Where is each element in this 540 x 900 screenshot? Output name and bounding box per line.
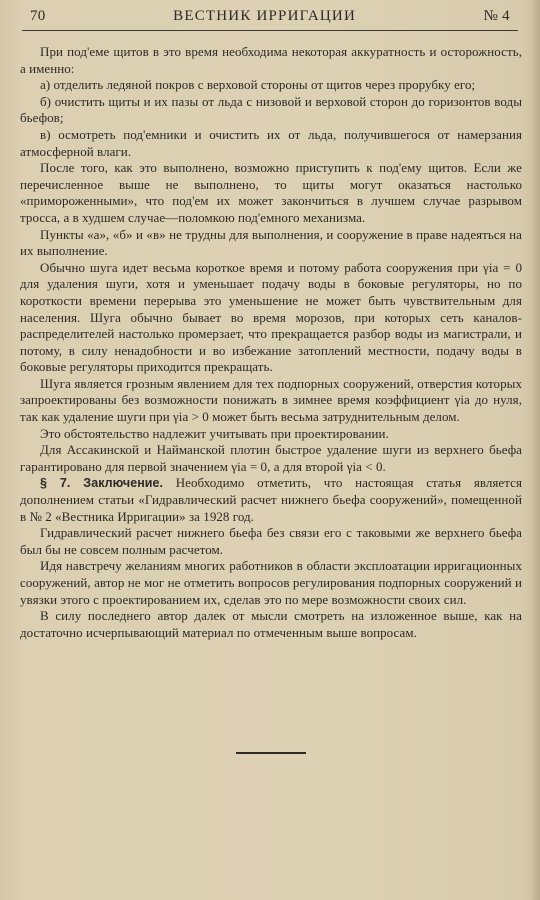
paragraph: Гидравлический расчет нижнего бьефа без связи его с таковыми же верхнего бьефа был бы не совсем полным расчетом. <box>20 525 522 557</box>
paragraph: Обычно шуга идет весьма короткое время и потому работа сооружения при γia = 0 для удаления шуги, хотя и уменьшает подачу воды в боковые регуляторы, но по короткости времени перерыва это уменьшение не может быть чувствительным для населения. Шуга обычно бывает во время морозов, при которых сеть каналов-распределителей настолько промерзает, что прекращается разбор воды из магистрали, и потому, в силу ненадобности и во избежание затоплений местности, подачу воды в боковые регуляторы приходится прекращать. <box>20 259 522 375</box>
list-item: б) очистить щиты и их пазы от льда с низовой и верховой сторон до горизонтов воды бьефов; <box>20 93 522 126</box>
article-body <box>20 44 522 641</box>
journal-title: ВЕСТНИК ИРРИГАЦИИ <box>173 8 356 24</box>
list-item: а) отделить ледяной покров с верховой стороны от щитов через прорубку его; <box>40 77 476 93</box>
paragraph: После того, как это выполнено, возможно приступить к под'ему щитов. Если же перечисленное выше не выполнено, то щиты могут оказаться настолько «примороженными», что под'ем их может закончиться в лучшем случае разрывом тросса, а в худшем случае—поломкою под'емного механизма. <box>20 160 522 225</box>
paragraph: Шуга является грозным явлением для тех подпорных сооружений, отверстия которых запроектированы без возможности понижать в зимнее время коэффициент γia до нуля, так как удаление шуги при γia > 0 может быть весьма затруднительным делом. <box>20 375 522 425</box>
conclusion-text: Необходимо отметить, что настоящая статья является дополнением статьи «Гидравлический расчет нижнего бьефа сооружений», помещенной в № 2 «Вестника Ирригации» за 1928 год. <box>20 475 522 524</box>
header-rule <box>22 30 518 31</box>
section-heading: § 7. Заключение. <box>40 476 164 491</box>
paragraph: Для Ассакинской и Найманской плотин быстрое удаление шуги из верхнего бьефа гарантировано для первой значением γia = 0, а для второй γia < 0. <box>20 442 522 474</box>
list-item: в) осмотреть под'емники и очистить их от льда, получившегося от намерзания атмосферной влаги. <box>20 126 522 159</box>
paragraph: В силу последнего автор далек от мысли смотреть на изложенное выше, как на достаточно исчерпывающий материал по отмеченным выше вопросам. <box>20 608 522 640</box>
page-spine-shadow <box>530 0 540 900</box>
end-of-article-rule <box>236 752 306 754</box>
running-header <box>30 8 510 30</box>
paragraph: Идя навстречу желаниям многих работников в области эксплоатации ирригационных сооружений, автор не мог не отметить вопросов регулирования подпорных сооружений и увязки этого с проектированием их, сделав это по мере возможности своих сил. <box>20 558 522 607</box>
conclusion-paragraph <box>20 475 522 525</box>
paragraph: При под'еме щитов в это время необходима некоторая аккуратность и осторожность, а именно: <box>20 44 522 76</box>
paragraph: Пункты «а», «б» и «в» не трудны для выполнения, и сооружение в праве надеяться на их выполнение. <box>20 226 522 259</box>
paragraph: Это обстоятельство надлежит учитывать при проектировании. <box>40 425 389 441</box>
page-number: 70 <box>30 8 46 24</box>
issue-number: № 4 <box>483 8 510 24</box>
